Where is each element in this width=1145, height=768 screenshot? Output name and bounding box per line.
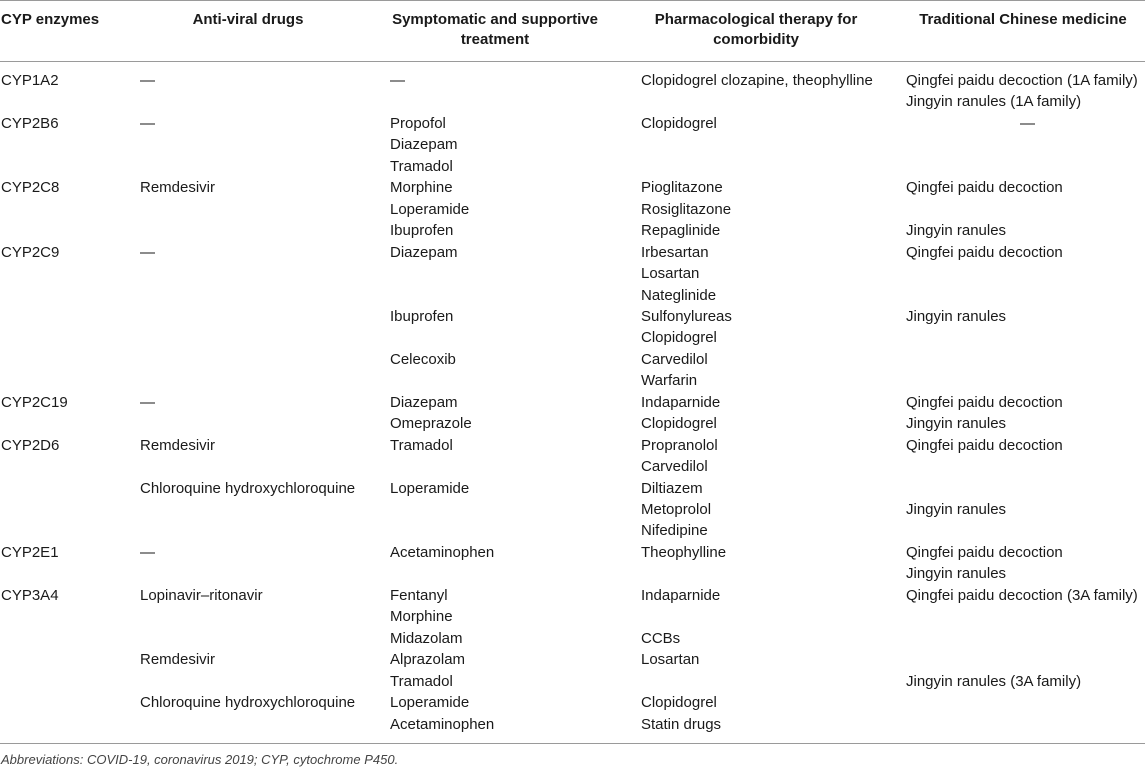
cell-symptomatic-treatment: Propofol	[390, 114, 446, 132]
cell-symptomatic-treatment: Celecoxib	[390, 350, 456, 368]
cell-cyp-enzyme: CYP2B6	[1, 114, 59, 132]
cell-comorbidity-therapy: Rosiglitazone	[641, 200, 732, 218]
cell-symptomatic-treatment: Ibuprofen	[390, 222, 454, 240]
cell-cyp-enzyme: CYP2C9	[1, 243, 60, 261]
cell-chinese-medicine: Jingyin ranules	[906, 565, 1007, 583]
header-anti-viral-drugs: Anti-viral drugs	[192, 11, 304, 28]
cell-comorbidity-therapy: Theophylline	[641, 543, 727, 561]
cell-symptomatic-treatment: —	[390, 72, 405, 89]
cell-chinese-medicine: Jingyin ranules	[906, 501, 1007, 518]
cell-symptomatic-treatment: Acetaminophen	[390, 715, 495, 733]
cell-anti-viral-drug: —	[140, 393, 155, 411]
cell-comorbidity-therapy: Pioglitazone	[641, 179, 723, 197]
cell-symptomatic-treatment: Diazepam	[390, 243, 458, 261]
cell-comorbidity-therapy: Statin drugs	[641, 715, 722, 733]
cell-comorbidity-therapy: Diltiazem	[641, 479, 703, 497]
cell-symptomatic-treatment: Omeprazole	[390, 415, 472, 433]
cell-chinese-medicine: Qingfei paidu decoction	[906, 436, 1063, 454]
cell-symptomatic-treatment: Midazolam	[390, 629, 463, 647]
cell-cyp-enzyme: CYP1A2	[1, 72, 59, 89]
cell-anti-viral-drug: —	[140, 72, 155, 89]
cell-symptomatic-treatment: Morphine	[390, 608, 453, 626]
cell-symptomatic-treatment: Morphine	[390, 179, 453, 197]
cell-anti-viral-drug: Chloroquine hydroxychloroquine	[140, 694, 356, 712]
cell-symptomatic-treatment: Loperamide	[390, 200, 470, 218]
cell-symptomatic-treatment: Ibuprofen	[390, 307, 454, 325]
cell-comorbidity-therapy: Clopidogrel	[641, 114, 717, 132]
cell-comorbidity-therapy: Sulfonylureas	[641, 307, 732, 325]
cell-comorbidity-therapy: Carvedilol	[641, 458, 708, 476]
cell-chinese-medicine: —	[1020, 114, 1035, 132]
cell-chinese-medicine: Qingfei paidu decoction (3A family)	[906, 586, 1138, 604]
cell-symptomatic-treatment: Alprazolam	[390, 651, 466, 669]
cell-comorbidity-therapy: Losartan	[641, 265, 700, 283]
header-bottom-rule	[0, 61, 1145, 62]
cell-comorbidity-therapy: Clopidogrel	[641, 329, 717, 347]
cell-anti-viral-drug: Remdesivir	[140, 651, 216, 669]
cell-comorbidity-therapy: Nifedipine	[641, 522, 708, 540]
cell-chinese-medicine: Qingfei paidu decoction	[906, 393, 1063, 411]
header-pharmacological-therapy: Pharmacological therapy for comorbidity	[654, 11, 858, 48]
cell-comorbidity-therapy: Repaglinide	[641, 222, 721, 240]
cell-cyp-enzyme: CYP3A4	[1, 586, 59, 604]
cell-anti-viral-drug: —	[140, 114, 155, 132]
cell-comorbidity-therapy: Indaparnide	[641, 393, 721, 411]
cell-comorbidity-therapy: Clopidogrel	[641, 694, 717, 712]
cell-cyp-enzyme: CYP2E1	[1, 543, 59, 561]
cell-comorbidity-therapy: Clopidogrel clozapine, theophylline	[641, 72, 873, 89]
cell-chinese-medicine: Qingfei paidu decoction	[906, 179, 1063, 197]
cell-chinese-medicine: Qingfei paidu decoction (1A family)	[906, 72, 1138, 89]
header-cyp-enzymes: CYP enzymes	[1, 11, 100, 28]
cell-comorbidity-therapy: Warfarin	[641, 372, 698, 390]
cell-chinese-medicine: Qingfei paidu decoction	[906, 243, 1063, 261]
cell-anti-viral-drug: Remdesivir	[140, 179, 216, 197]
cell-chinese-medicine: Jingyin ranules (1A family)	[906, 93, 1082, 111]
table-footnote: Abbreviations: COVID-19, coronavirus 2019; CYP, cytochrome P450.	[1, 752, 399, 767]
cell-comorbidity-therapy: Nateglinide	[641, 286, 717, 304]
cell-cyp-enzyme: CYP2C19	[1, 393, 68, 411]
cell-chinese-medicine: Jingyin ranules	[906, 222, 1007, 240]
cell-comorbidity-therapy: Carvedilol	[641, 350, 708, 368]
cell-symptomatic-treatment: Tramadol	[390, 157, 453, 175]
cell-anti-viral-drug: Chloroquine hydroxychloroquine	[140, 479, 356, 497]
cell-cyp-enzyme: CYP2C8	[1, 179, 60, 197]
cell-symptomatic-treatment: Acetaminophen	[390, 543, 495, 561]
cell-chinese-medicine: Jingyin ranules (3A family)	[906, 672, 1082, 690]
cell-anti-viral-drug: Lopinavir–ritonavir	[140, 586, 263, 604]
cell-anti-viral-drug: Remdesivir	[140, 436, 216, 454]
header-traditional-chinese-medicine: Traditional Chinese medicine	[919, 11, 1127, 28]
table-top-rule	[0, 0, 1145, 1]
cell-cyp-enzyme: CYP2D6	[1, 436, 60, 454]
cell-comorbidity-therapy: Losartan	[641, 651, 700, 669]
cell-anti-viral-drug: —	[140, 243, 155, 261]
table-bottom-rule	[0, 743, 1145, 744]
header-symptomatic-treatment: Symptomatic and supportive treatment	[392, 11, 598, 48]
cell-chinese-medicine: Qingfei paidu decoction	[906, 543, 1063, 561]
cell-symptomatic-treatment: Diazepam	[390, 136, 458, 154]
cell-chinese-medicine: Jingyin ranules	[906, 415, 1007, 433]
cell-symptomatic-treatment: Tramadol	[390, 436, 453, 454]
cell-comorbidity-therapy: Indaparnide	[641, 586, 721, 604]
cell-comorbidity-therapy: Clopidogrel	[641, 415, 717, 433]
cell-anti-viral-drug: —	[140, 543, 155, 561]
cell-symptomatic-treatment: Diazepam	[390, 393, 458, 411]
cell-chinese-medicine: Jingyin ranules	[906, 307, 1007, 325]
cell-symptomatic-treatment: Tramadol	[390, 672, 453, 690]
cell-comorbidity-therapy: CCBs	[641, 629, 681, 647]
cell-symptomatic-treatment: Loperamide	[390, 479, 470, 497]
cell-symptomatic-treatment: Fentanyl	[390, 586, 448, 604]
cell-comorbidity-therapy: Metoprolol	[641, 501, 712, 518]
cell-comorbidity-therapy: Irbesartan	[641, 243, 709, 261]
cell-symptomatic-treatment: Loperamide	[390, 694, 470, 712]
cell-comorbidity-therapy: Propranolol	[641, 436, 718, 454]
